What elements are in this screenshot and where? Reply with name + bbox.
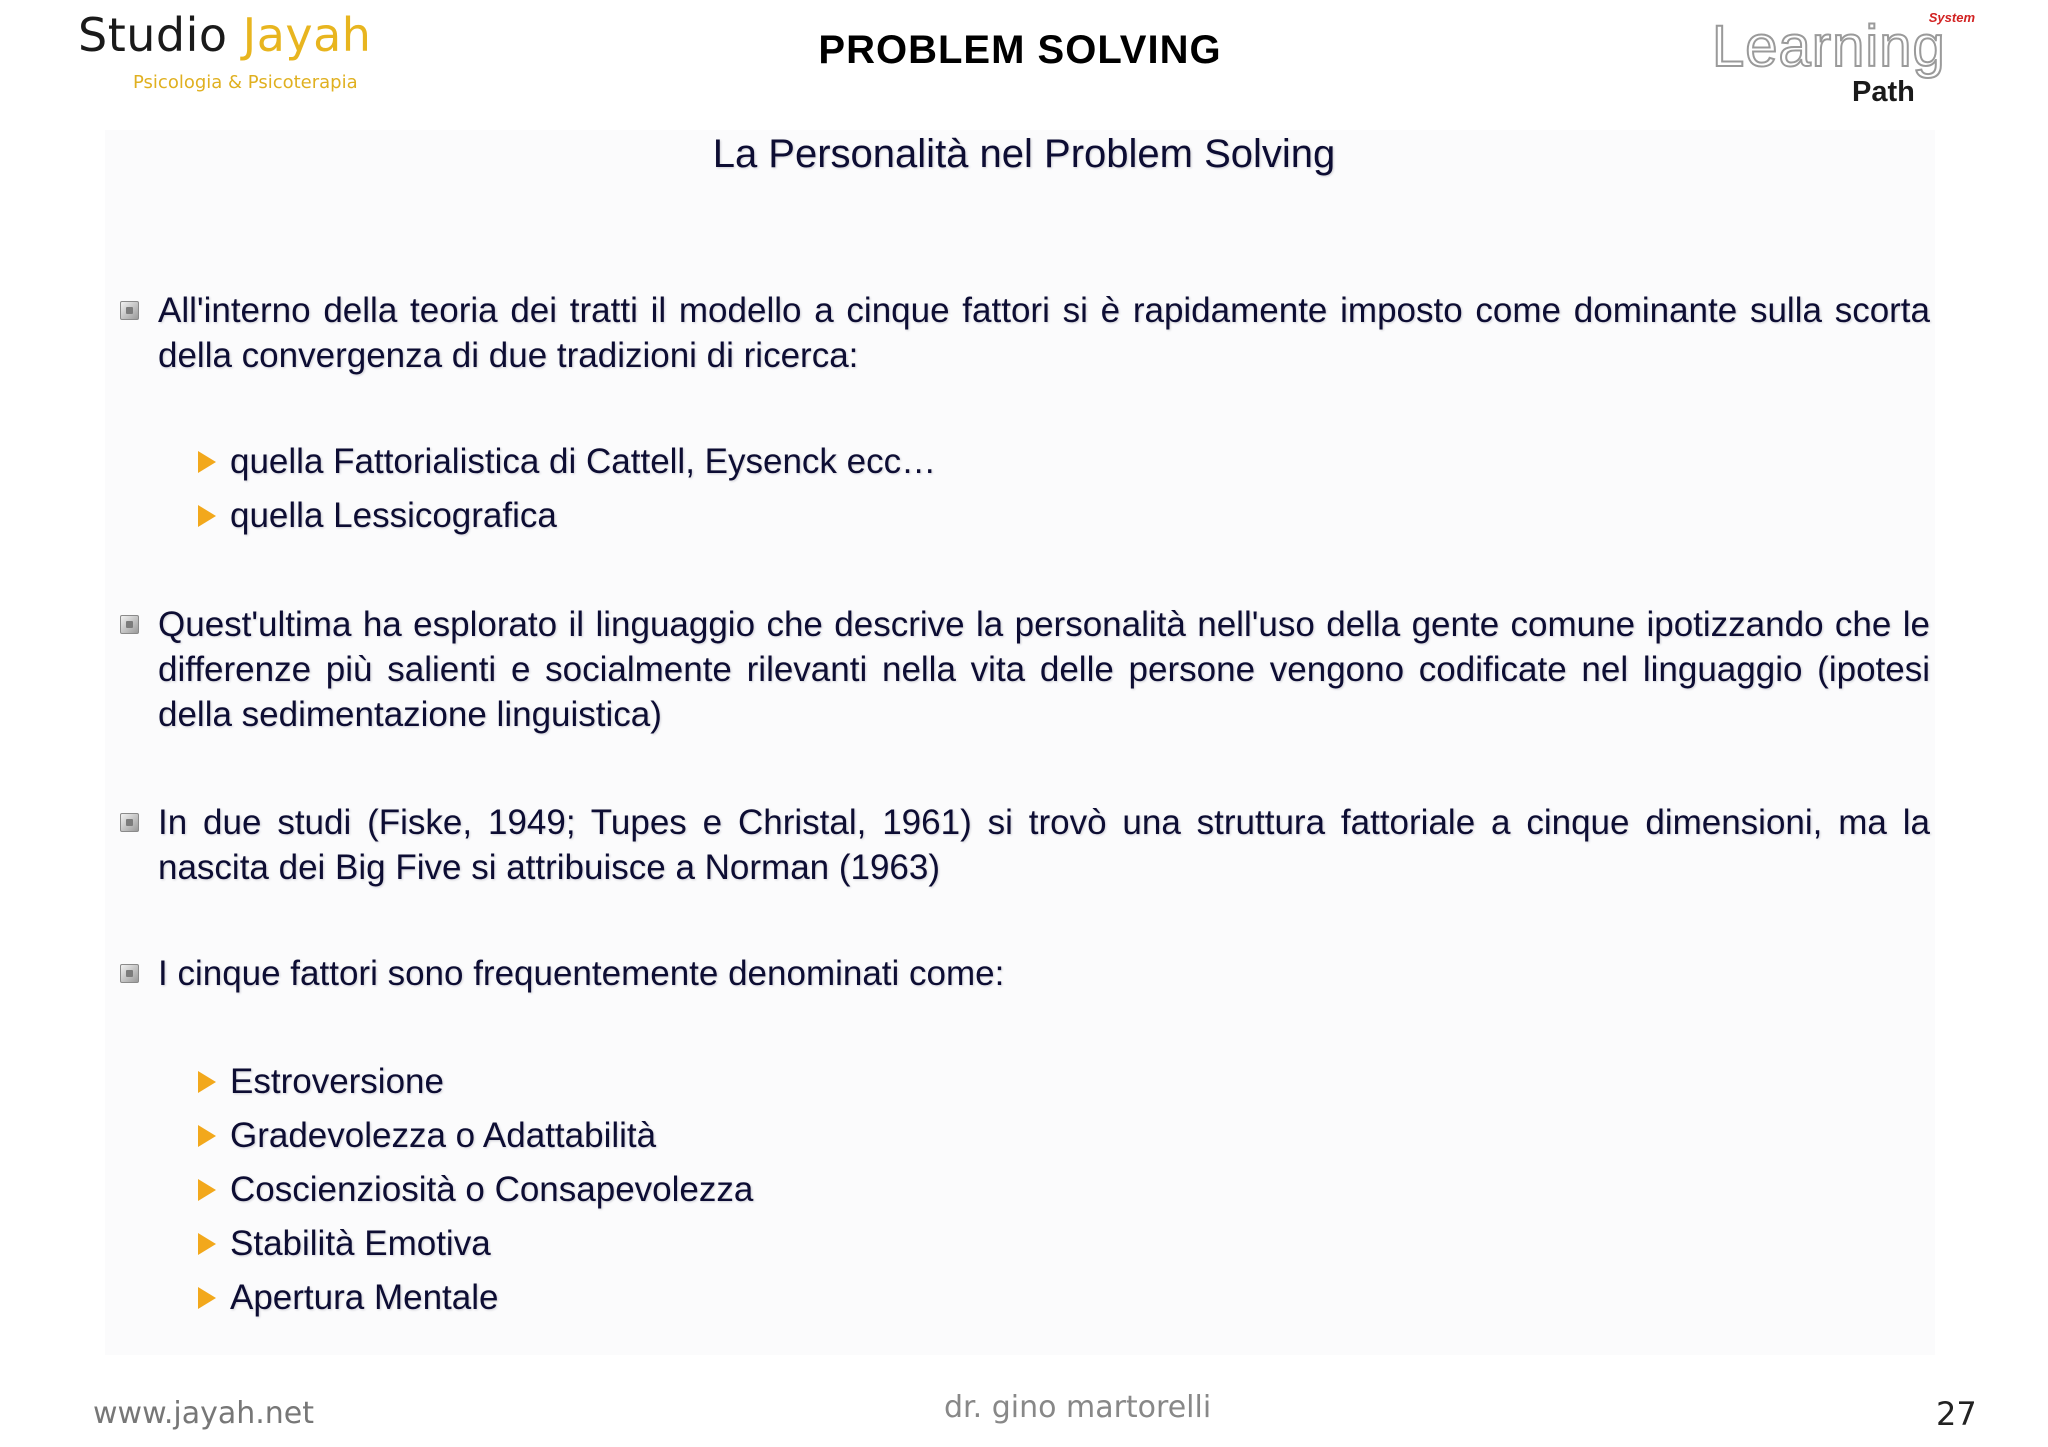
logo-tagline: Psicologia & Psicoterapia xyxy=(133,72,358,93)
square-bullet-icon xyxy=(120,813,139,832)
footer-author: dr. gino martorelli xyxy=(944,1390,1212,1425)
footer-website: www.jayah.net xyxy=(93,1396,315,1431)
triangle-bullet-icon xyxy=(198,1125,216,1147)
sub-bullet-item xyxy=(198,1271,498,1325)
square-bullet-icon xyxy=(120,964,139,983)
sub-bullet-item xyxy=(198,1163,753,1217)
sub-bullet-item xyxy=(198,1217,491,1271)
square-bullet-icon xyxy=(120,301,139,320)
badge-path-label: Path xyxy=(1852,76,1915,108)
sub-bullet-text: Coscienziosità o Consapevolezza xyxy=(230,1170,754,1209)
logo-main-text: Studio xyxy=(78,8,243,62)
bullet-text: All'interno della teoria dei tratti il modello a cinque fattori si è rapidamente imposto come dominante sulla scorta della convergenza di due tradizioni di ricerca: xyxy=(158,291,1930,375)
header-title: PROBLEM SOLVING xyxy=(818,28,1222,72)
sub-bullet-text: Gradevolezza o Adattabilità xyxy=(230,1116,657,1155)
bullet-item xyxy=(118,288,1930,378)
sub-bullet-text: quella Fattorialistica di Cattell, Eysenck ecc… xyxy=(230,442,937,481)
bullet-text: I cinque fattori sono frequentemente denominati come: xyxy=(158,954,1005,993)
bullet-text: In due studi (Fiske, 1949; Tupes e Christal, 1961) si trovò una struttura fattoriale a cinque dimensioni, ma la nascita dei Big Five si attribuisce a Norman (1963) xyxy=(158,803,1930,887)
triangle-bullet-icon xyxy=(198,1287,216,1309)
logo-accent-text: Jayah xyxy=(242,8,372,62)
bullet-item xyxy=(118,951,1930,996)
square-bullet-icon xyxy=(120,615,139,634)
slide-subtitle: La Personalità nel Problem Solving xyxy=(712,132,1336,176)
page-number: 27 xyxy=(1936,1395,1977,1433)
triangle-bullet-icon xyxy=(198,1233,216,1255)
sub-bullet-item xyxy=(198,1055,444,1109)
sub-bullet-text: quella Lessicografica xyxy=(230,496,557,535)
learning-path-logo xyxy=(1705,8,1975,108)
bullet-text: Quest'ultima ha esplorato il linguaggio che descrive la personalità nell'uso della gente comune ipotizzando che le differenze più salienti e socialmente rilevanti nella vita delle persone vengono codificate nel linguaggio (ipotesi della sedimentazione linguistica) xyxy=(158,605,1930,734)
triangle-bullet-icon xyxy=(198,1179,216,1201)
sub-bullet-item xyxy=(198,1109,656,1163)
badge-learning-label: Learning xyxy=(1712,14,1946,79)
triangle-bullet-icon xyxy=(198,1071,216,1093)
triangle-bullet-icon xyxy=(198,451,216,473)
sub-bullet-text: Stabilità Emotiva xyxy=(230,1224,491,1263)
sub-bullet-text: Estroversione xyxy=(230,1062,444,1101)
bullet-item xyxy=(118,800,1930,890)
bullet-item xyxy=(118,602,1930,737)
sub-bullet-item xyxy=(198,435,936,489)
triangle-bullet-icon xyxy=(198,505,216,527)
sub-bullet-text: Apertura Mentale xyxy=(230,1278,499,1317)
badge-system-label: System xyxy=(1928,10,1975,25)
sub-bullet-item xyxy=(198,489,557,543)
